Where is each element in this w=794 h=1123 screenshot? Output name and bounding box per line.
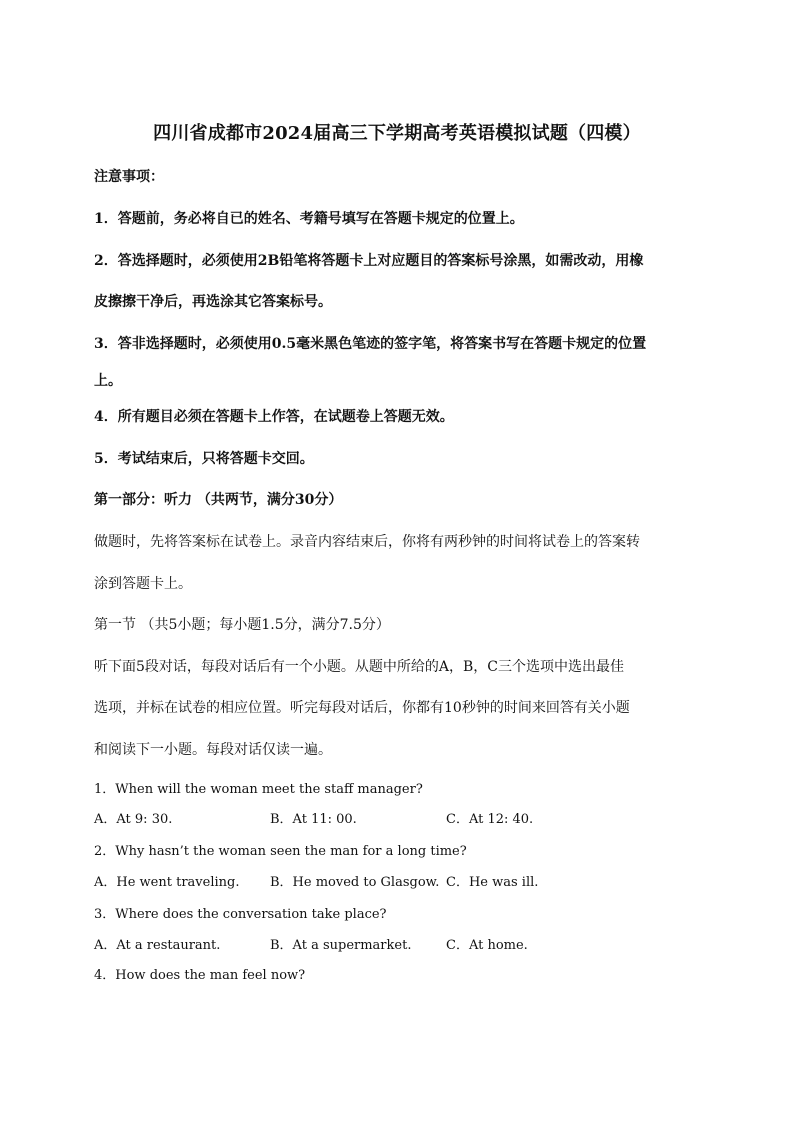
section1-instructions: 选项，并标在试卷的相应位置。听完每段对话后，你都有10秒钟的时间来回答有关小题 — [94, 700, 630, 716]
option-b: B．He moved to Glasgow. — [270, 875, 440, 890]
section1-heading: 第一节 （共5小题；每小题1.5分，满分7.5分） — [94, 617, 390, 633]
notice-heading: 注意事项： — [94, 169, 164, 185]
notice-item: 2．答选择题时，必须使用2B铅笔将答题卡上对应题目的答案标号涂黑，如需改动，用橡 — [94, 253, 644, 269]
notice-item: 1．答题前，务必将自已的姓名、考籍号填写在答题卡规定的位置上。 — [94, 211, 524, 227]
question-stem: 2．Why hasn’t the woman seen the man for a long time? — [94, 844, 467, 859]
notice-item: 4．所有题目必须在答题卡上作答，在试题卷上答题无效。 — [94, 409, 454, 425]
option-c: C．At home. — [446, 938, 528, 953]
question-stem: 3．Where does the conversation take place? — [94, 907, 387, 922]
option-a: A．At 9: 30. — [94, 812, 173, 827]
question-stem: 1．When will the woman meet the staff manager? — [94, 782, 423, 797]
page-title: 四川省成都市2024届高三下学期高考英语模拟试题（四模） — [153, 123, 641, 144]
option-c: C．He was ill. — [446, 875, 539, 890]
notice-item: 5．考试结束后，只将答题卡交回。 — [94, 451, 314, 467]
section1-instructions: 听下面5段对话，每段对话后有一个小题。从题中所给的A，B，C三个选项中选出最佳 — [94, 659, 625, 675]
part1-intro: 做题时，先将答案标在试卷上。录音内容结束后，你将有两秒钟的时间将试卷上的答案转 — [94, 534, 640, 550]
part1-intro: 涂到答题卡上。 — [94, 576, 192, 592]
notice-item: 3．答非选择题时，必须使用0.5毫米黑色笔迹的签字笔，将答案书写在答题卡规定的位置 — [94, 336, 647, 352]
option-c: C．At 12: 40. — [446, 812, 534, 827]
section1-instructions: 和阅读下一小题。每段对话仅读一遍。 — [94, 742, 332, 758]
notice-item: 上。 — [94, 373, 122, 389]
option-a: A．At a restaurant. — [94, 938, 221, 953]
option-b: B．At a supermarket. — [270, 938, 412, 953]
option-a: A．He went traveling. — [94, 875, 240, 890]
question-stem: 4．How does the man feel now? — [94, 968, 306, 983]
notice-item: 皮擦擦干净后，再选涂其它答案标号。 — [94, 294, 332, 310]
part1-heading: 第一部分：听力 （共两节，满分30分） — [94, 492, 343, 508]
option-b: B．At 11: 00. — [270, 812, 357, 827]
